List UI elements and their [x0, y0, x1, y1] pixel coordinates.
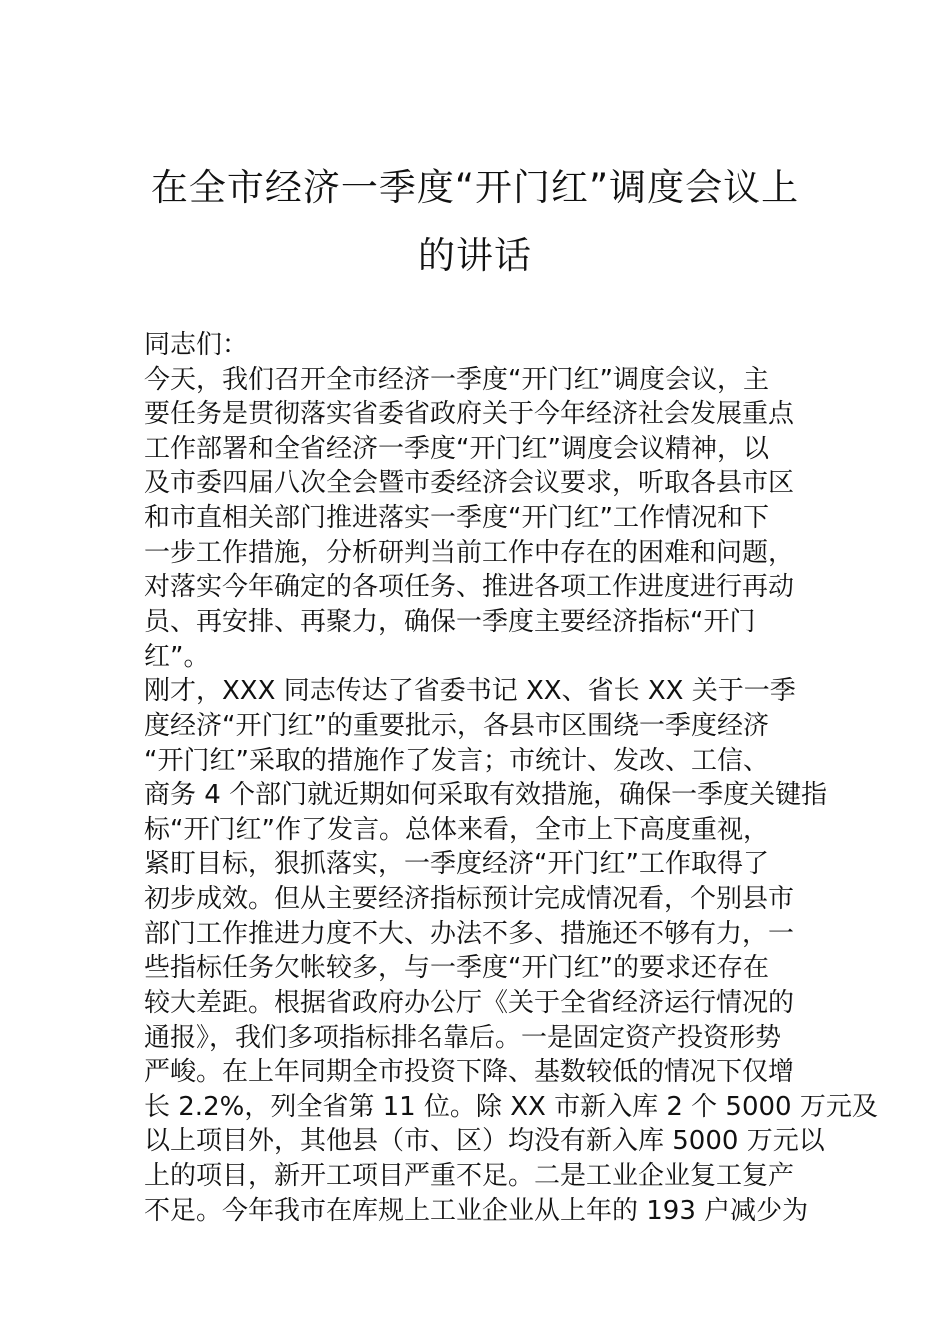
body-line: “开门红”采取的措施作了发言；市统计、发改、工信、 — [144, 746, 769, 776]
body-line: 和市直相关部门推进落实一季度“开门红”工作情况和下 — [144, 503, 769, 533]
body-line: 要任务是贯彻落实省委省政府关于今年经济社会发展重点 — [144, 399, 795, 429]
body-line: 上的项目，新开工项目严重不足。二是工业企业复工复产 — [144, 1161, 795, 1191]
body-line: 对落实今年确定的各项任务、推进各项工作进度进行再动 — [144, 572, 795, 602]
body-line: 一步工作措施，分析研判当前工作中存在的困难和问题， — [144, 538, 795, 568]
body-line: 初步成效。但从主要经济指标预计完成情况看，个别县市 — [144, 884, 795, 914]
body-line: 员、再安排、再聚力，确保一季度主要经济指标“开门 — [144, 607, 756, 637]
body-line: 严峻。在上年同期全市投资下降、基数较低的情况下仅增 — [144, 1057, 795, 1087]
body-line: 些指标任务欠帐较多，与一季度“开门红”的要求还存在 — [144, 953, 769, 983]
body-line: 度经济“开门红”的重要批示，各县市区围绕一季度经济 — [144, 711, 769, 741]
body-line: 及市委四届八次全会暨市委经济会议要求，听取各县市区 — [144, 468, 795, 498]
body-line: 商务 4 个部门就近期如何采取有效措施，确保一季度关键指 — [144, 780, 828, 810]
body-line: 今天，我们召开全市经济一季度“开门红”调度会议，主 — [144, 365, 769, 395]
body-line: 长 2.2%，列全省第 11 位。除 XX 市新入库 2 个 5000 万元及 — [144, 1092, 878, 1122]
document-title-line-1: 在全市经济一季度“开门红”调度会议上 — [150, 166, 800, 209]
body-line: 红”。 — [144, 642, 210, 672]
body-line: 刚才，XXX 同志传达了省委书记 XX、省长 XX 关于一季 — [144, 676, 796, 706]
body-line: 紧盯目标，狠抓落实，一季度经济“开门红”工作取得了 — [144, 849, 769, 879]
document-title-line-2: 的讲话 — [418, 234, 532, 277]
greeting-line: 同志们： — [144, 330, 249, 360]
body-line: 较大差距。根据省政府办公厅《关于全省经济运行情况的 — [144, 988, 795, 1018]
body-line: 标“开门红”作了发言。总体来看，全市上下高度重视， — [144, 815, 769, 845]
body-line: 工作部署和全省经济一季度“开门红”调度会议精神，以 — [144, 434, 769, 464]
body-line: 不足。今年我市在库规上工业企业从上年的 193 户减少为 — [144, 1196, 809, 1226]
body-line: 部门工作推进力度不大、办法不多、措施还不够有力，一 — [144, 919, 795, 949]
body-line: 通报》，我们多项指标排名靠后。一是固定资产投资形势 — [144, 1023, 782, 1053]
body-line: 以上项目外，其他县（市、区）均没有新入库 5000 万元以 — [144, 1126, 825, 1156]
